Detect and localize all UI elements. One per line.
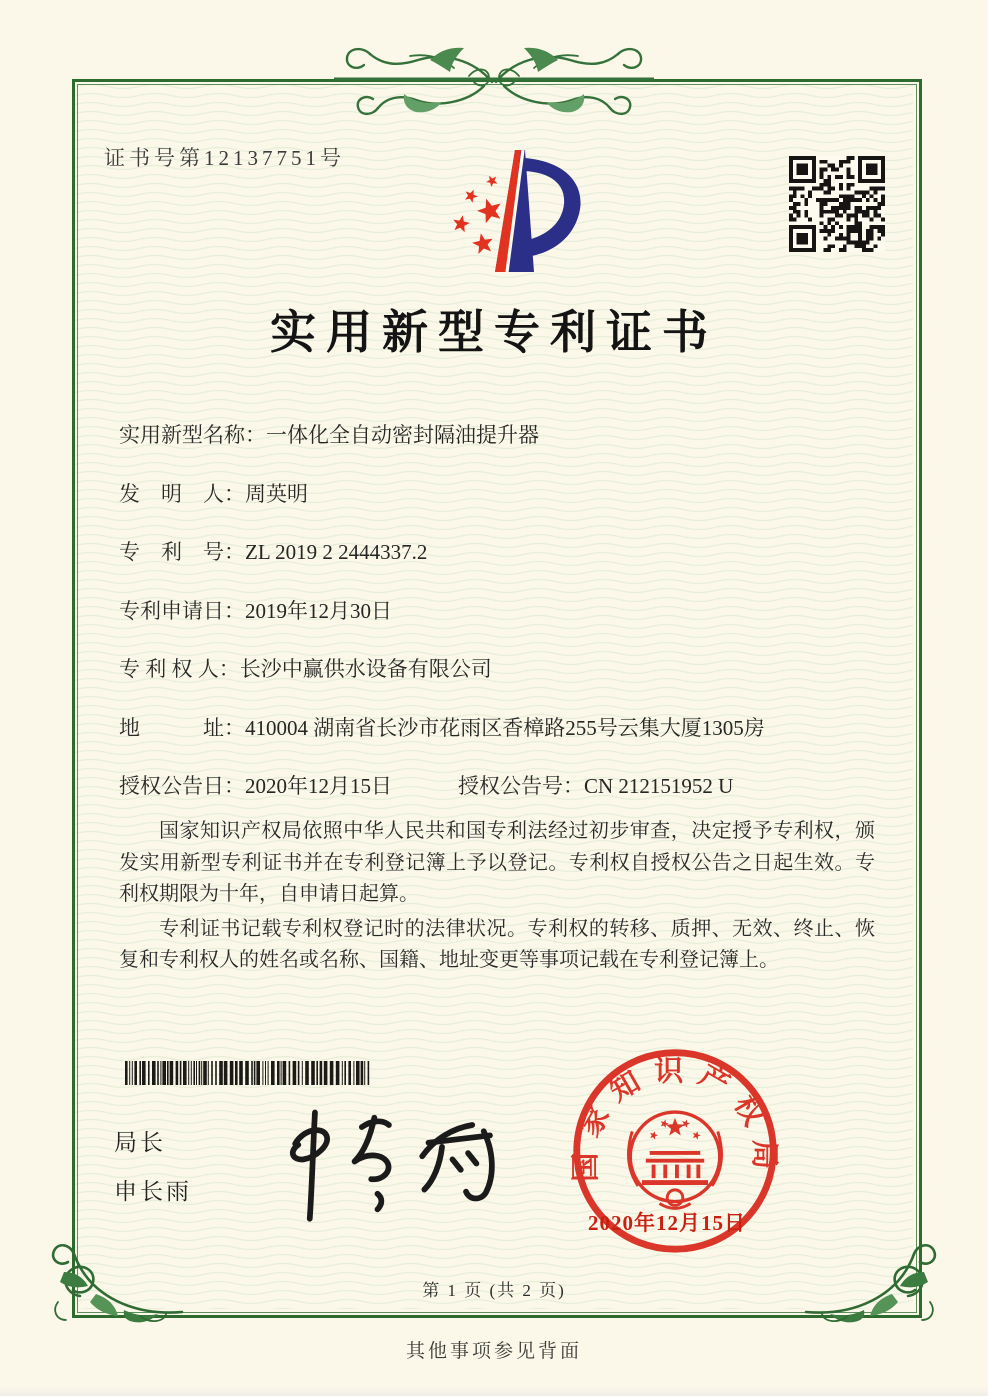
field-label: 专 利 号： (119, 540, 245, 564)
national-emblem-icon (628, 1112, 721, 1208)
field-value: ZL 2019 2 2444337.2 (245, 540, 428, 564)
legal-paragraph-2: 专利证书记载专利权登记时的法律状况。专利权的转移、质押、无效、终止、恢复和专利权人的姓名或名称、国籍、地址变更等事项记载在专利登记簿上。 (119, 917, 875, 971)
field-row-name (119, 420, 889, 479)
field-value: 410004 湖南省长沙市花雨区香樟路255号云集大厦1305房 (245, 715, 765, 740)
grant-date-value: 2020年12月15日 (245, 774, 392, 798)
field-row-inventor (119, 479, 889, 538)
grant-date-label: 授权公告日： (119, 774, 245, 798)
certificate-title: 实用新型专利证书 (270, 307, 718, 358)
back-note: 其他事项参见背面 (405, 1341, 582, 1362)
grant-no-pair (458, 774, 733, 798)
grant-no-label: 授权公告号： (458, 774, 584, 798)
field-label: 发 明 人： (119, 481, 245, 506)
field-label: 专 利 权 人： (119, 657, 240, 681)
field-label: 地 址： (119, 715, 245, 740)
cnipa-logo-icon (428, 144, 598, 280)
qr-code-icon (789, 156, 885, 252)
legal-text-block (119, 816, 875, 980)
field-value: 2019年12月30日 (245, 598, 392, 623)
signatory-block (114, 1124, 192, 1222)
svg-text:国家知识产权局 (569, 1055, 780, 1182)
field-value: 一体化全自动密封隔油提升器 (266, 423, 539, 447)
field-label: 专利申请日： (119, 598, 245, 623)
certificate-number: 证书号第12137751号 (104, 146, 345, 170)
field-row-filing-date (119, 596, 889, 655)
barcode-icon (125, 1061, 373, 1085)
field-row-patentee (119, 654, 889, 713)
seal-ring-text: 国家知识产权局 (570, 1055, 780, 1182)
commissioner-title: 局长 (114, 1129, 166, 1155)
seal-date: 2020年12月15日 (588, 1211, 746, 1235)
page-number: 第 1 页 (共 2 页) (422, 1281, 566, 1300)
field-label: 实用新型名称： (119, 423, 266, 447)
legal-paragraph-1: 国家知识产权局依照中华人民共和国专利法经过初步审查，决定授予专利权，颁发实用新型专利证书并在专利登记簿上予以登记。专利权自授权公告之日起生效。专利权期限为十年，自申请日起算。 (119, 820, 875, 905)
handwritten-signature (266, 1100, 516, 1225)
commissioner-name: 申长雨 (114, 1178, 192, 1204)
field-row-address (119, 713, 889, 772)
field-row-patent-no (119, 537, 889, 596)
field-value: 周英明 (245, 481, 308, 506)
grant-no-value: CN 212151952 U (584, 774, 734, 798)
field-value: 长沙中赢供水设备有限公司 (239, 657, 492, 681)
field-list (119, 420, 889, 830)
